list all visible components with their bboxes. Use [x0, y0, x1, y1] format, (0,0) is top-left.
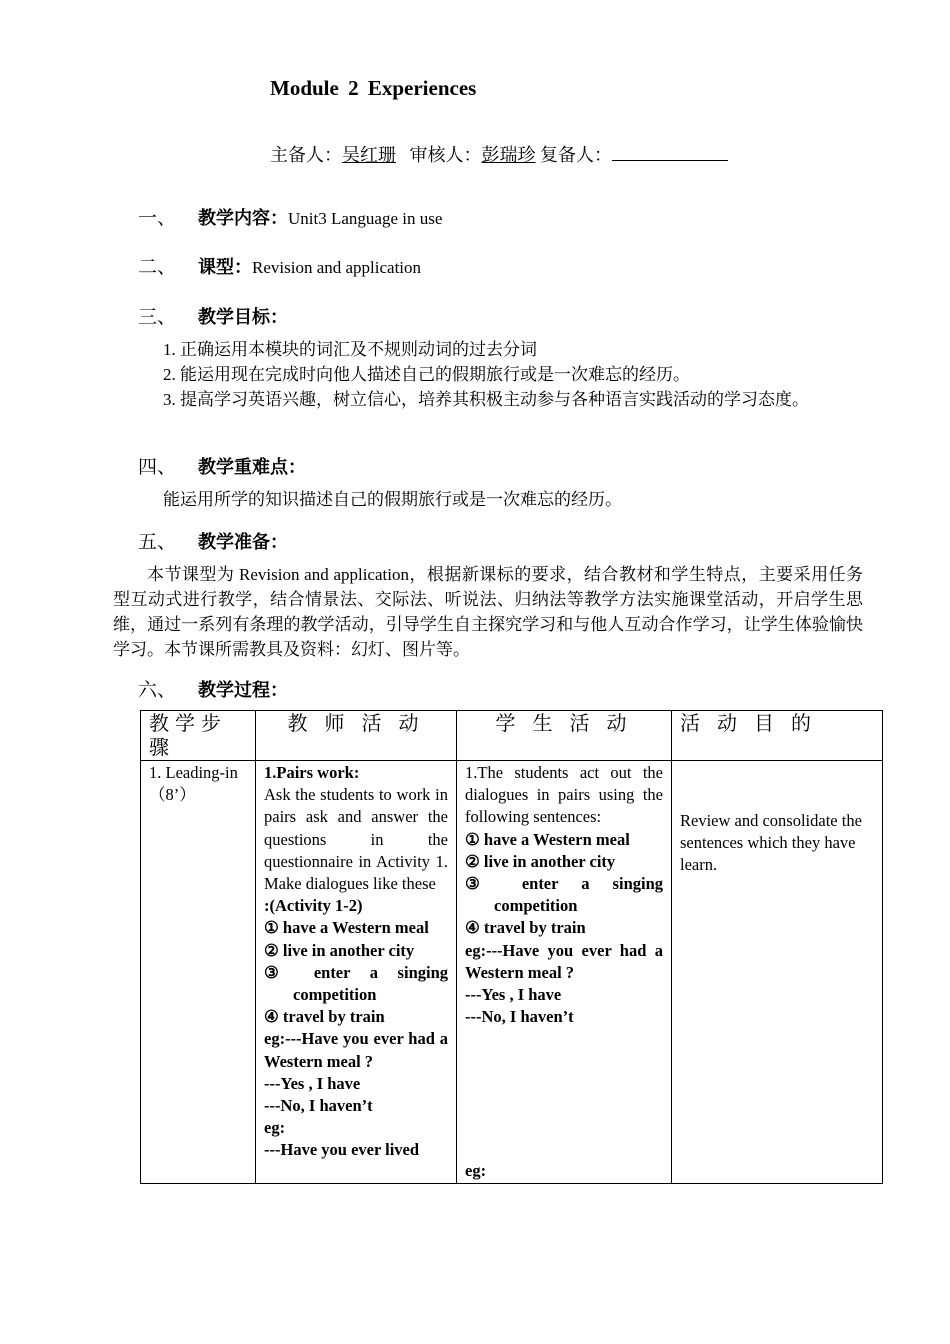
purpose-cell	[672, 761, 883, 1184]
section-label: 教学过程：	[198, 680, 288, 701]
header-step: 教学步骤	[141, 711, 256, 761]
process-table	[140, 710, 883, 1184]
secondary-preparer-blank	[612, 144, 728, 161]
section-number: 一、	[138, 208, 177, 229]
teacher-eg: eg:	[264, 1118, 286, 1138]
spacer	[465, 1028, 663, 1160]
section-number: 五、	[138, 532, 177, 553]
teacher-item: ② live in another city	[264, 940, 415, 960]
section-process	[138, 675, 288, 702]
section-label: 教学准备：	[198, 532, 288, 553]
section-label: 教学目标：	[198, 307, 288, 328]
secondary-preparer-label: 复备人：	[540, 145, 612, 165]
teacher-activity-ref: :(Activity 1-2)	[264, 896, 363, 916]
section-number: 二、	[138, 257, 177, 278]
section-key-points	[138, 452, 306, 479]
teacher-title: 1.Pairs work:	[264, 763, 360, 782]
section-objectives	[138, 302, 288, 329]
page-title: Module 2 Experiences	[270, 76, 477, 100]
preparation-text: 本节课型为 Revision and application，根据新课标的要求，结合教材和学生特点，主要采用任务型互动式进行教学，结合情景法、交际法、听说法、归纳法等教学方法实施课堂活动，开启学生思维，通过一系列有条理的教学活动，引导学生自主探究学习和与他人互动合作学习，让学生体验愉快学习。本节课所需教具及资料：幻灯、图片等。	[113, 565, 863, 659]
teacher-item: ④ travel by train	[264, 1007, 385, 1027]
student-item: ③ enter a singing competition	[465, 874, 663, 916]
header-student: 学 生 活 动	[457, 711, 672, 761]
student-answer-no: ---No, I haven’t	[465, 1007, 574, 1027]
key-points-text: 能运用所学的知识描述自己的假期旅行或是一次难忘的经历。	[163, 490, 622, 509]
table-header-row	[141, 711, 883, 761]
section-label: 教学重难点：	[198, 457, 306, 478]
section-number: 四、	[138, 457, 177, 478]
section-number: 六、	[138, 680, 177, 701]
step-name: 1. Leading-in	[149, 763, 238, 782]
teacher-item: ③ enter a singing competition	[264, 962, 448, 1005]
teacher-example: eg:---Have you ever had a Western meal ?	[264, 1029, 448, 1071]
section-value: Unit3 Language in use	[288, 209, 443, 228]
step-time: （8’）	[149, 785, 196, 805]
teacher-example-2: ---Have you ever lived	[264, 1140, 420, 1160]
teacher-activity-cell	[256, 761, 457, 1184]
section-preparation	[138, 527, 288, 554]
teacher-intro: Ask the students to work in pairs ask and answer the questions in the questionnaire in Activity 1. Make dialogues like these	[264, 785, 448, 894]
header-purpose: 活 动 目 的	[672, 711, 883, 761]
objective-item: 2. 能运用现在完成时向他人描述自己的假期旅行或是一次难忘的经历。	[163, 365, 690, 384]
student-item: ② live in another city	[465, 851, 616, 871]
objective-item: 1. 正确运用本模块的词汇及不规则动词的过去分词	[163, 340, 537, 359]
section-lesson-type	[138, 252, 421, 279]
table-row	[141, 761, 883, 1184]
student-intro: 1.The students act out the dialogues in pairs using the following sentences:	[465, 763, 663, 827]
section-number: 三、	[138, 307, 177, 328]
preparers-line	[270, 141, 728, 167]
objective-item: 3. 提高学习英语兴趣，树立信心，培养其积极主动参与各种语言实践活动的学习态度。	[163, 390, 809, 409]
section-content	[138, 203, 442, 230]
student-answer-yes: ---Yes , I have	[465, 985, 562, 1005]
student-item: ④ travel by train	[465, 918, 586, 938]
objectives-list	[163, 337, 863, 412]
student-item: ① have a Western meal	[465, 829, 630, 849]
main-preparer-label: 主备人：	[270, 145, 342, 165]
teacher-answer-yes: ---Yes , I have	[264, 1073, 361, 1093]
student-activity-cell	[457, 761, 672, 1184]
student-example: eg:---Have you ever had a Western meal ?	[465, 940, 663, 982]
section-value: Revision and application	[252, 258, 422, 277]
section-label: 教学内容：	[198, 208, 288, 229]
section-label: 课型：	[198, 257, 252, 278]
teacher-item: ① have a Western meal	[264, 918, 429, 938]
main-preparer-name: 吴红珊	[342, 145, 396, 165]
reviewer-label: 审核人：	[409, 145, 482, 165]
purpose-text: Review and consolidate the sentences which they have learn.	[680, 811, 862, 875]
header-teacher: 教 师 活 动	[256, 711, 457, 761]
step-cell	[141, 761, 256, 1184]
reviewer-name: 彭瑞珍	[481, 145, 536, 165]
teacher-answer-no: ---No, I haven’t	[264, 1096, 373, 1116]
student-eg: eg:	[465, 1161, 487, 1181]
